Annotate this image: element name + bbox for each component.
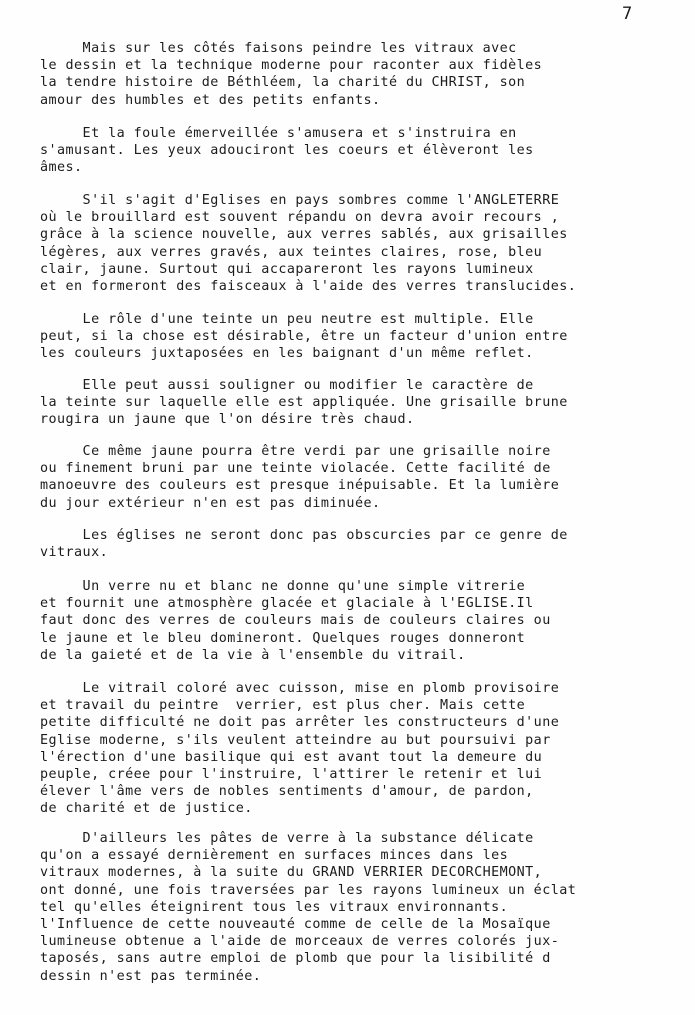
text-line: Le vitrail coloré avec cuisson, mise en plomb provisoire: [40, 681, 560, 696]
text-line: la teinte sur laquelle elle est appliquée. Une grisaille brune: [40, 395, 568, 411]
text-line: vitraux.: [40, 545, 109, 561]
text-line: de charité et de justice.: [40, 801, 253, 817]
text-line: le dessin et la technique moderne pour raconter aux fidèles: [40, 58, 543, 74]
text-line: Elle peut aussi souligner ou modifier le caractère de: [40, 378, 534, 393]
page-number: 7: [622, 4, 633, 24]
text-line: manoeuvre des couleurs est presque inépuisable. Et la lumière: [40, 478, 560, 494]
text-line: dessin n'est pas terminée.: [40, 968, 262, 984]
text-line: S'il s'agit d'Eglises en pays sombres comme l'ANGLETERRE: [40, 193, 560, 208]
text-line: lumineuse obtenue a l'aide de morceaux de verres colorés jux-: [40, 934, 560, 950]
text-line: petite difficulté ne doit pas arrêter les constructeurs d'une: [40, 715, 560, 731]
paragraph-yellow-variations: [40, 443, 559, 512]
text-line: ou finement bruni par une teinte violacée. Cette facilité de: [40, 461, 551, 477]
text-line: Ce même jaune pourra être verdi par une grisaille noire: [40, 444, 551, 459]
text-line: taposés, sans autre emploi de plomb que pour la lisibilité d: [40, 951, 551, 967]
text-line: peut, si la chose est désirable, être un facteur d'union entre: [40, 329, 568, 345]
text-line: D'ailleurs les pâtes de verre à la substance délicate: [40, 831, 534, 846]
text-line: qu'on a essayé dernièrement en surfaces minces dans les: [40, 848, 509, 864]
paragraph-glass-pastes: [40, 830, 576, 985]
text-line: Un verre nu et blanc ne donne qu'une simple vitrerie: [40, 579, 526, 594]
paragraph-stained-glass-sides: [40, 40, 542, 109]
text-line: Le rôle d'une teinte un peu neutre est multiple. Elle: [40, 312, 534, 327]
text-line: Et la foule émerveillée s'amusera et s'instruira en: [40, 126, 517, 141]
text-line: les couleurs juxtaposées en les baignant d'un même reflet.: [40, 346, 534, 362]
paragraph-colored-glass-cost: [40, 680, 559, 818]
text-line: légères, aux verres gravés, aux teintes claires, rose, bleu: [40, 244, 543, 260]
text-line: du jour extérieur n'en est pas diminuée.: [40, 495, 381, 511]
text-line: élever l'âme vers de nobles sentiments d'amour, de pardon,: [40, 784, 534, 800]
text-line: rougira un jaune que l'on désire très chaud.: [40, 412, 415, 428]
paragraph-bare-white-glass: [40, 578, 551, 664]
text-line: ont donné, une fois traversées par les rayons lumineux un éclat: [40, 882, 577, 898]
text-line: amour des humbles et des petits enfants.: [40, 92, 381, 108]
text-line: Eglise moderne, s'ils veulent atteindre au but poursuivi par: [40, 732, 551, 748]
text-line: de la gaieté et de la vie à l'ensemble du vitrail.: [40, 647, 466, 663]
text-line: grâce à la science nouvelle, aux verres sablés, aux grisailles: [40, 227, 568, 243]
text-line: l'Influence de cette nouveauté comme de celle de la Mosaïque: [40, 916, 551, 932]
text-line: peuple, créee pour l'instruire, l'attirer le retenir et lui: [40, 766, 543, 782]
text-line: le jaune et le bleu domineront. Quelques rouges donneront: [40, 630, 526, 646]
paragraph-amazed-crowd: [40, 125, 534, 177]
text-line: l'érection d'une basilique qui est avant tout la demeure du: [40, 749, 543, 765]
text-line: Les églises ne seront donc pas obscurcies par ce genre de: [40, 528, 568, 543]
text-line: et fournit une atmosphère glacée et glaciale à l'EGLISE.Il: [40, 596, 534, 612]
text-line: âmes.: [40, 160, 83, 176]
paragraph-underline-tint: [40, 377, 568, 429]
text-line: Mais sur les côtés faisons peindre les vitraux avec: [40, 41, 517, 56]
text-line: où le brouillard est souvent répandu on devra avoir recours ,: [40, 210, 560, 226]
text-line: clair, jaune. Surtout qui accapareront les rayons lumineux: [40, 261, 534, 277]
text-line: s'amusant. Les yeux adouciront les coeurs et élèveront les: [40, 143, 534, 159]
text-line: et en formeront des faisceaux à l'aide des verres translucides.: [40, 278, 577, 294]
paragraph-churches-not-darkened: [40, 527, 568, 561]
text-line: faut donc des verres de couleurs mais de couleurs claires ou: [40, 613, 551, 629]
text-line: tel qu'elles éteignirent tous les vitraux environnants.: [40, 899, 509, 915]
text-line: et travail du peintre verrier, est plus cher. Mais cette: [40, 698, 526, 714]
text-line: vitraux modernes, à la suite du GRAND VERRIER DECORCHEMONT,: [40, 865, 543, 881]
text-line: la tendre histoire de Béthléem, la charité du CHRIST, son: [40, 75, 526, 91]
paragraph-neutral-tint: [40, 311, 568, 363]
paragraph-dark-countries: [40, 192, 576, 295]
